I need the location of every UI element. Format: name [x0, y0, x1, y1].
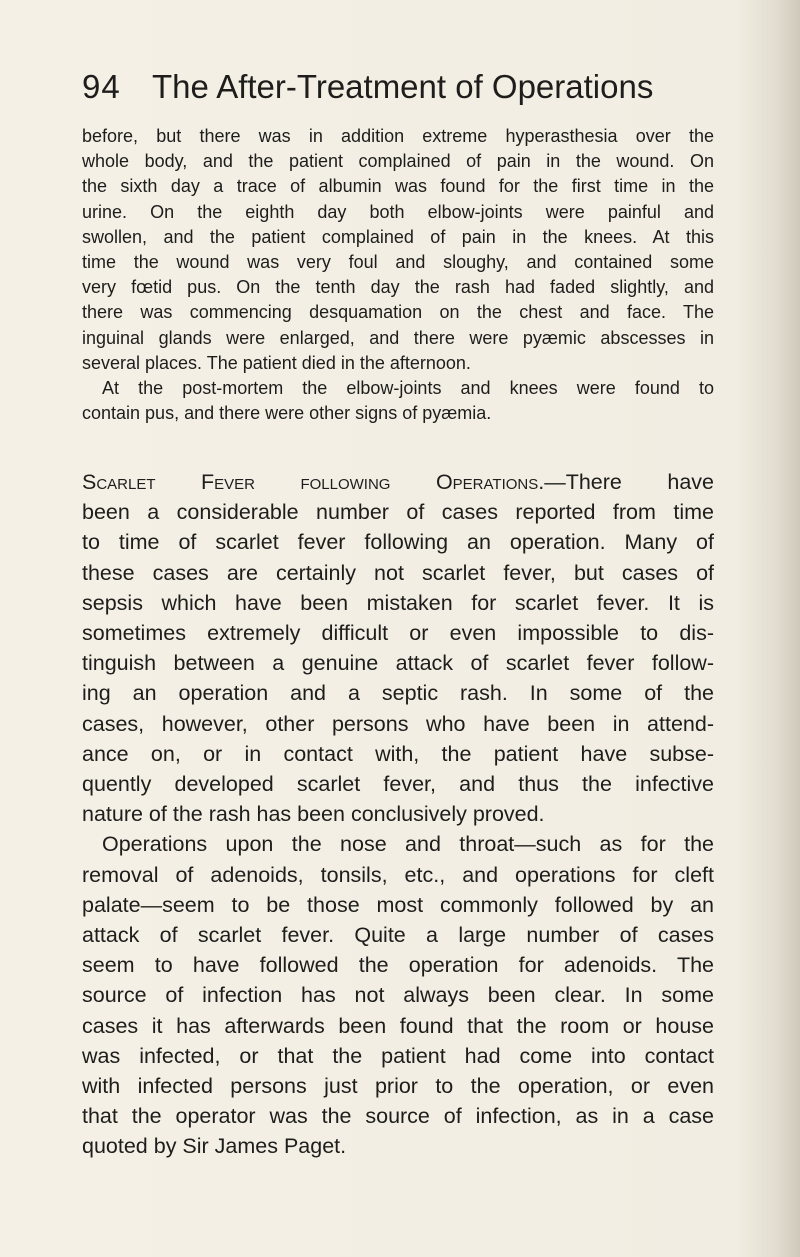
text-line: to time of scarlet fever following an operation. Many of [82, 530, 714, 555]
operations-paragraph [82, 829, 714, 1161]
section-heading: Scarlet Fever following Operations. [82, 470, 545, 494]
text-line: sometimes extremely difficult or even impossible to dis- [82, 621, 714, 646]
text-line: the sixth day a trace of albumin was found for the first time in the [82, 176, 714, 197]
text-line: inguinal glands were enlarged, and there were pyæmic abscesses in [82, 327, 714, 348]
post-mortem-paragraph [82, 376, 714, 426]
text-line: Operations upon the nose and throat—such as for the [102, 832, 714, 857]
text-line: contain pus, and there were other signs of pyæmia. [82, 403, 492, 424]
text-line: been a considerable number of cases reported from time [82, 500, 714, 525]
text-line: there was commencing desquamation on the chest and face. The [82, 302, 714, 323]
text-line: palate—seem to be those most commonly followed by an [82, 892, 714, 917]
text-line: quently developed scarlet fever, and thus the infective [82, 772, 714, 797]
text-line: cases it has afterwards been found that the room or house [82, 1013, 714, 1038]
text-line [82, 467, 714, 497]
text-line: sepsis which have been mistaken for scarlet fever. It is [82, 590, 714, 615]
text-line: whole body, and the patient complained of pain in the wound. On [82, 151, 714, 172]
large-type-section [82, 467, 714, 1162]
heading-continuation: —There have [544, 470, 714, 494]
text-line: before, but there was in addition extreme hyperasthesia over the [82, 126, 714, 146]
text-line: time the wound was very foul and sloughy, and contained some [82, 252, 714, 273]
text-line: removal of adenoids, tonsils, etc., and operations for cleft [82, 862, 714, 887]
text-line: tinguish between a genuine attack of scarlet fever follow- [82, 651, 714, 676]
text-line: attack of scarlet fever. Quite a large number of cases [82, 923, 714, 948]
text-line: that the operator was the source of infection, as in a case [82, 1104, 714, 1129]
text-line: source of infection has not always been clear. In some [82, 983, 714, 1008]
text-line: was infected, or that the patient had come into contact [82, 1043, 714, 1068]
small-type-section [82, 124, 714, 426]
text-line: urine. On the eighth day both elbow-joints were painful and [82, 201, 714, 222]
text-line: quoted by Sir James Paget. [82, 1134, 347, 1159]
text-line: very fœtid pus. On the tenth day the rash had faded slightly, and [82, 277, 714, 298]
text-line: cases, however, other persons who have been in attend- [82, 711, 714, 736]
running-title: The After-Treatment of Operations [152, 68, 654, 105]
text-line: seem to have followed the operation for adenoids. The [82, 953, 714, 978]
text-line: ing an operation and a septic rash. In some of the [82, 681, 714, 706]
case-report-paragraph [82, 124, 714, 376]
text-line: nature of the rash has been conclusively proved. [82, 802, 545, 827]
text-line: with infected persons just prior to the operation, or even [82, 1074, 714, 1099]
text-line: several places. The patient died in the afternoon. [82, 352, 471, 373]
text-line: these cases are certainly not scarlet fever, but cases of [82, 560, 714, 585]
text-line: ance on, or in contact with, the patient have subse- [82, 741, 714, 766]
page-header [82, 62, 702, 112]
page-number: 94 [82, 68, 121, 105]
scarlet-fever-paragraph [82, 467, 714, 829]
text-line: At the post-mortem the elbow-joints and knees were found to [102, 378, 714, 399]
text-line: swollen, and the patient complained of pain in the knees. At this [82, 226, 714, 247]
